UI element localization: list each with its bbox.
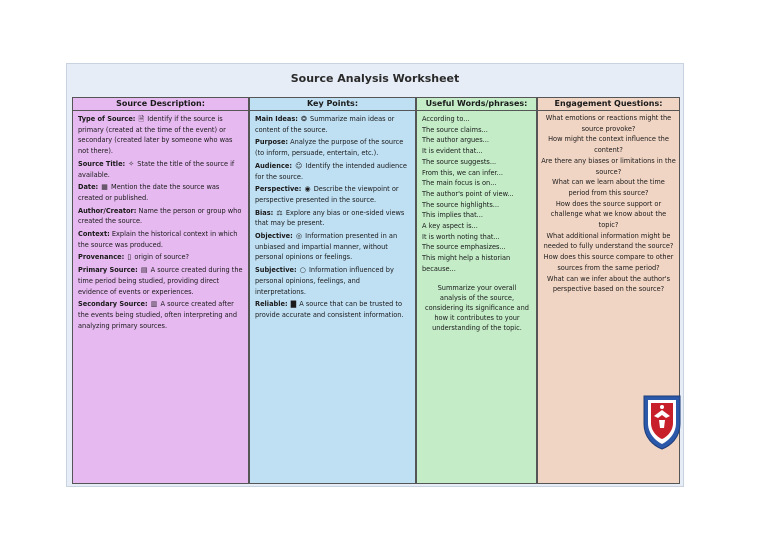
target-icon: ◎ xyxy=(295,232,303,241)
phrase-item: This might help a historian because... xyxy=(422,254,511,273)
phrase-item: The source emphasizes... xyxy=(422,243,506,252)
lightbulb-icon: ❂ xyxy=(301,115,307,123)
scroll-icon: ▯ xyxy=(127,253,132,262)
entry-main-ideas: Main Ideas: ❂ Summarize main ideas or content of the source. xyxy=(255,115,395,134)
speech-bubble-icon: ○ xyxy=(299,266,306,275)
worksheet-title: Source Analysis Worksheet xyxy=(290,72,460,85)
entry-bias: Bias: ⚖ Explore any bias or one-sided views that may be present. xyxy=(255,208,405,228)
question-item: How might the context influence the content? xyxy=(548,135,669,155)
phrase-item: The source claims... xyxy=(422,125,488,134)
question-item: What additional information might be needed to fully understand the source? xyxy=(543,231,674,251)
people-icon: ☺ xyxy=(295,161,303,170)
phrase-item: The author's point of view... xyxy=(422,189,514,198)
entry-perspective: Perspective: ◉ Describe the viewpoint or perspective presented in the source. xyxy=(255,185,399,204)
document-icon: 🗎 xyxy=(138,115,145,123)
pin-icon: ✧ xyxy=(128,159,135,168)
phrase-item: It is worth noting that... xyxy=(422,232,500,241)
question-item: How does the source support or challenge what we know about the topic? xyxy=(550,199,667,230)
entry-subjective: Subjective: ○ Information influenced by personal opinions, feelings, and interpretations. xyxy=(255,266,394,296)
useful-words-header: Useful Words/phrases: xyxy=(417,98,536,111)
phrase-item: The source suggests... xyxy=(422,157,497,166)
source-description-header: Source Description: xyxy=(73,98,248,111)
entry-author: Author/Creator: Name the person or group who created the source. xyxy=(78,206,242,226)
engagement-questions-header: Engagement Questions: xyxy=(538,98,679,111)
scales-icon: ⚖ xyxy=(276,208,283,217)
entry-context: Context: Explain the historical context in which the source was produced. xyxy=(78,230,238,249)
phrase-item: This implies that... xyxy=(422,211,483,220)
entry-secondary-source: Secondary Source: ▥ A source created after the events being studied, often interpreting and analyzing primary sources. xyxy=(78,300,238,330)
entry-provenance: Provenance: ▯ origin of source? xyxy=(78,253,190,262)
school-crest-logo xyxy=(642,394,682,450)
question-item: What can we learn about the time period from this source? xyxy=(552,178,665,197)
key-points-header: Key Points: xyxy=(250,98,415,111)
phrase-item: The source highlights... xyxy=(422,200,500,209)
entry-primary-source: Primary Source: ▤ A source created during the time period being studied, providing direct evidence of events or experiences. xyxy=(78,266,243,296)
phrase-item: From this, we can infer... xyxy=(422,168,503,177)
entry-type-of-source: Type of Source: 🗎 Identify if the source is primary (created at the time of the event) or secondary (created later by someone who was not there). xyxy=(78,115,233,156)
newspaper-icon: ▤ xyxy=(140,266,148,275)
entry-objective: Objective: ◎ Information presented in an unbiased and impartial manner, without personal opinions or feelings. xyxy=(255,232,398,262)
source-description-column xyxy=(72,97,249,484)
bar-chart-icon: ▇ xyxy=(290,300,297,309)
phrase-item: According to... xyxy=(422,115,470,123)
phrase-item: The author argues... xyxy=(422,136,489,145)
entry-source-title: Source Title: ✧ State the title of the source if available. xyxy=(78,159,235,179)
book-icon: ▥ xyxy=(150,300,158,309)
phrase-item: The main focus is on... xyxy=(422,179,497,188)
calendar-icon: ▦ xyxy=(101,183,108,192)
phrase-item: A key aspect is... xyxy=(422,222,478,231)
eye-icon: ◉ xyxy=(304,185,311,194)
useful-words-column xyxy=(416,97,537,484)
worksheet xyxy=(66,63,684,487)
phrase-item: It is evident that... xyxy=(422,147,483,156)
entry-purpose: Purpose: Analyze the purpose of the source (to inform, persuade, entertain, etc.). xyxy=(255,138,404,158)
key-points-column xyxy=(249,97,416,484)
question-item: What emotions or reactions might the source provoke? xyxy=(545,114,672,133)
summary-prompt: Summarize your overall analysis of the source, considering its significance and how it contributes to your understanding of the topic. xyxy=(425,283,529,333)
question-item: What can we infer about the author's perspective based on the source? xyxy=(546,274,671,294)
entry-audience: Audience: ☺ Identify the intended audience for the source. xyxy=(255,161,407,181)
entry-date: Date: ▦ Mention the date the source was created or published. xyxy=(78,183,220,202)
entry-reliable: Reliable: ▇ A source that can be trusted to provide accurate and consistent information. xyxy=(255,300,404,319)
question-item: Are there any biases or limitations in the source? xyxy=(541,156,676,176)
question-item: How does this source compare to other sources from the same period? xyxy=(543,253,674,272)
